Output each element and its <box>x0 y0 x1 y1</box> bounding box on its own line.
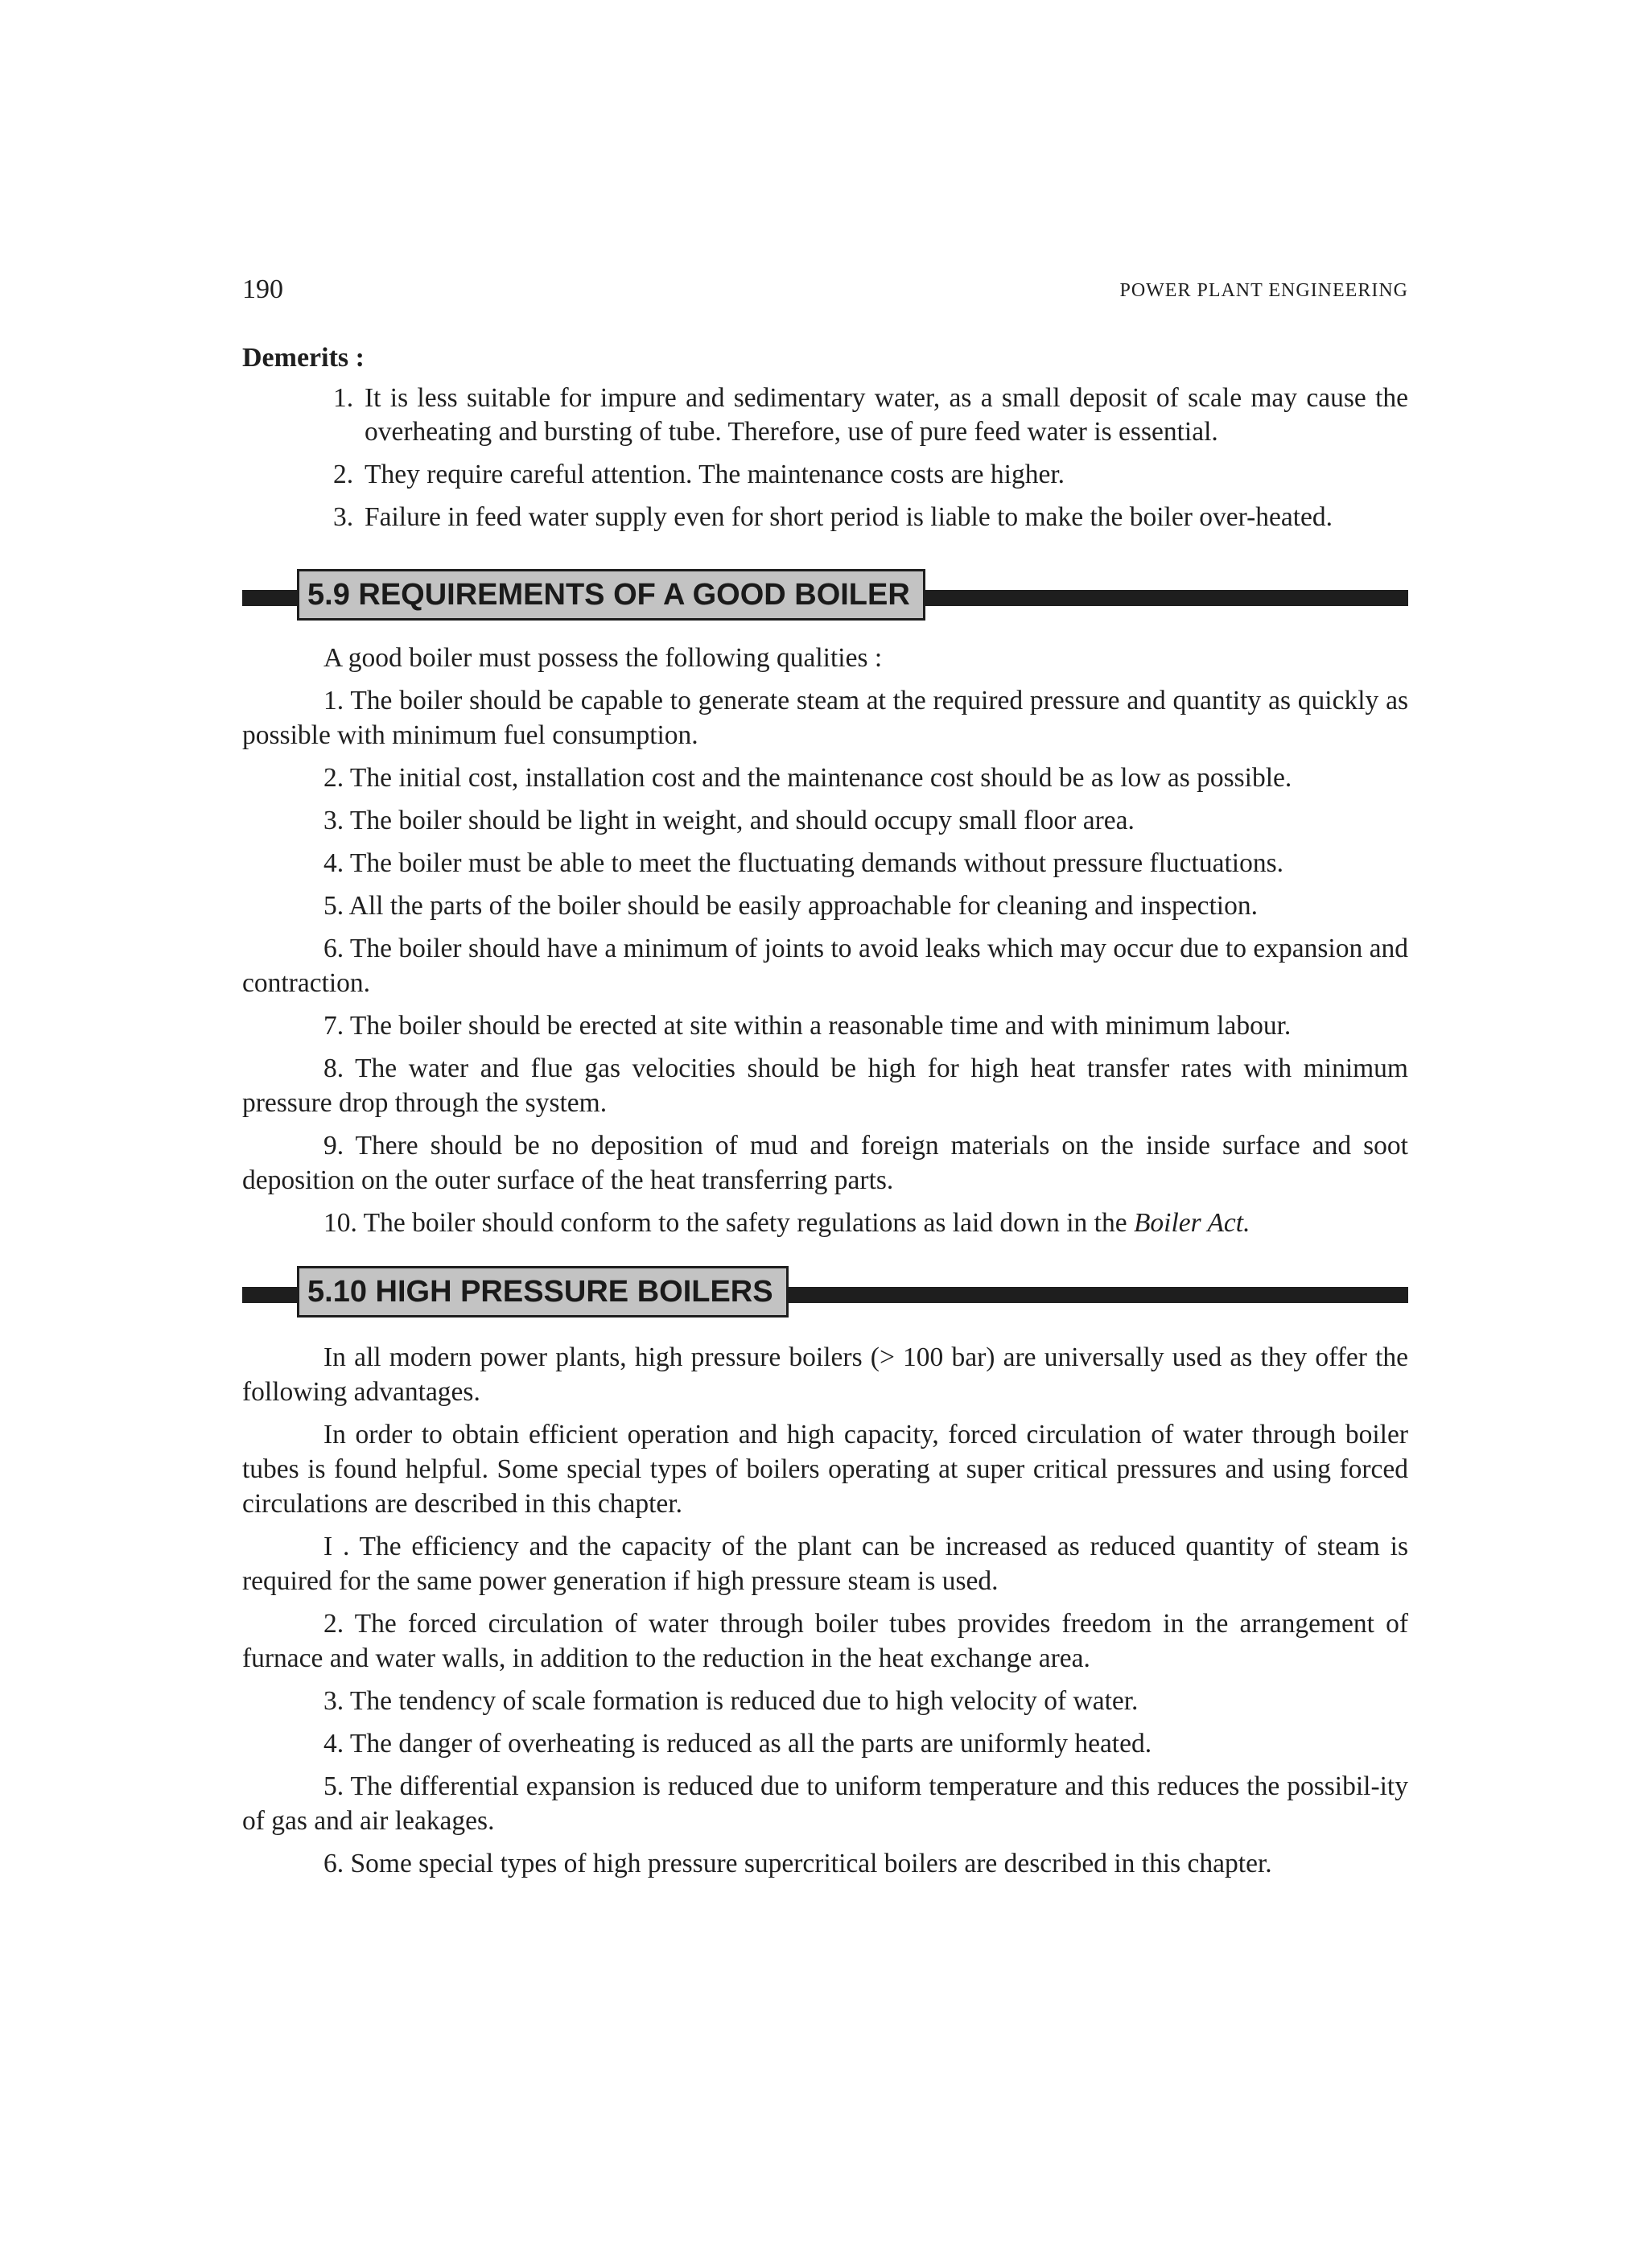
section-title: 5.10 HIGH PRESSURE BOILERS <box>297 1266 789 1318</box>
running-head: POWER PLANT ENGINEERING <box>1119 280 1408 301</box>
requirement-item: 3. The boiler should be light in weight, and should occupy small floor area. <box>323 806 1135 835</box>
requirement-item: 6. The boiler should have a minimum of joints to avoid leaks which may occur due to expansion and contraction. <box>242 934 1408 998</box>
paragraph: In order to obtain efficient operation and high capacity, forced circulation of water through boiler tubes is found helpful. Some special types of boilers operating at super critical pressures and using forced circulations are described in this chapter. <box>242 1420 1408 1519</box>
section-heading-5-9 <box>242 569 1408 625</box>
requirement-item: 9. There should be no deposition of mud and foreign materials on the inside surface and soot deposition on the outer surface of the heat transferring parts. <box>242 1131 1408 1195</box>
advantage-item: 2. The forced circulation of water through boiler tubes provides freedom in the arrangement of furnace and water walls, in addition to the reduction in the heat exchange area. <box>242 1609 1408 1673</box>
requirement-item <box>242 1206 1408 1240</box>
requirement-text: 10. The boiler should conform to the safety regulations as laid down in the <box>323 1208 1134 1238</box>
section-5-10-body <box>242 1340 1408 1889</box>
list-item-number: 1. <box>333 383 354 413</box>
section-heading-5-10 <box>242 1266 1408 1322</box>
list-item <box>333 501 1408 534</box>
requirement-item: 8. The water and flue gas velocities should be high for high heat transfer rates with minimum pressure drop through the system. <box>242 1054 1408 1118</box>
list-item-number: 3. <box>333 502 354 532</box>
demerits-heading: Demerits : <box>242 343 365 373</box>
advantage-item: I . The efficiency and the capacity of the plant can be increased as reduced quantity of steam is required for the same power generation if high pressure steam is used. <box>242 1532 1408 1596</box>
section-title: 5.9 REQUIREMENTS OF A GOOD BOILER <box>297 569 925 621</box>
requirement-item: 7. The boiler should be erected at site within a reasonable time and with minimum labour. <box>323 1011 1292 1041</box>
boiler-act-reference: Boiler Act. <box>1133 1208 1250 1238</box>
paragraph: In all modern power plants, high pressure boilers (> 100 bar) are universally used as they offer the following advantages. <box>242 1342 1408 1407</box>
advantage-item: 6. Some special types of high pressure supercritical boilers are described in this chapter. <box>323 1849 1272 1878</box>
list-item-text: Failure in feed water supply even for short period is liable to make the boiler over-heated. <box>365 502 1333 532</box>
requirement-item: 5. All the parts of the boiler should be easily approachable for cleaning and inspection. <box>323 891 1258 921</box>
advantage-item: 5. The differential expansion is reduced due to uniform temperature and this reduces the possibil-ity of gas and air leakages. <box>242 1771 1408 1836</box>
list-item-text: It is less suitable for impure and sedimentary water, as a small deposit of scale may cause the overheating and bursting of tube. Therefore, use of pure feed water is essential. <box>365 383 1408 447</box>
requirement-item: 4. The boiler must be able to meet the fluctuating demands without pressure fluctuations. <box>323 848 1283 878</box>
page-number: 190 <box>242 274 283 304</box>
requirement-item: 1. The boiler should be capable to generate steam at the required pressure and quantity as quickly as possible with minimum fuel consumption. <box>242 686 1408 750</box>
section-intro: A good boiler must possess the following qualities : <box>323 643 883 673</box>
list-item <box>333 381 1408 449</box>
advantage-item: 4. The danger of overheating is reduced as all the parts are uniformly heated. <box>323 1729 1152 1759</box>
list-item-text: They require careful attention. The maintenance costs are higher. <box>365 460 1065 489</box>
page-header <box>242 274 1408 306</box>
requirement-item: 2. The initial cost, installation cost and the maintenance cost should be as low as possible. <box>323 763 1292 793</box>
list-item <box>333 458 1408 492</box>
demerits-list <box>333 381 1408 543</box>
advantage-item: 3. The tendency of scale formation is reduced due to high velocity of water. <box>323 1686 1139 1716</box>
list-item-number: 2. <box>333 460 354 489</box>
section-5-9-body <box>242 641 1408 1248</box>
